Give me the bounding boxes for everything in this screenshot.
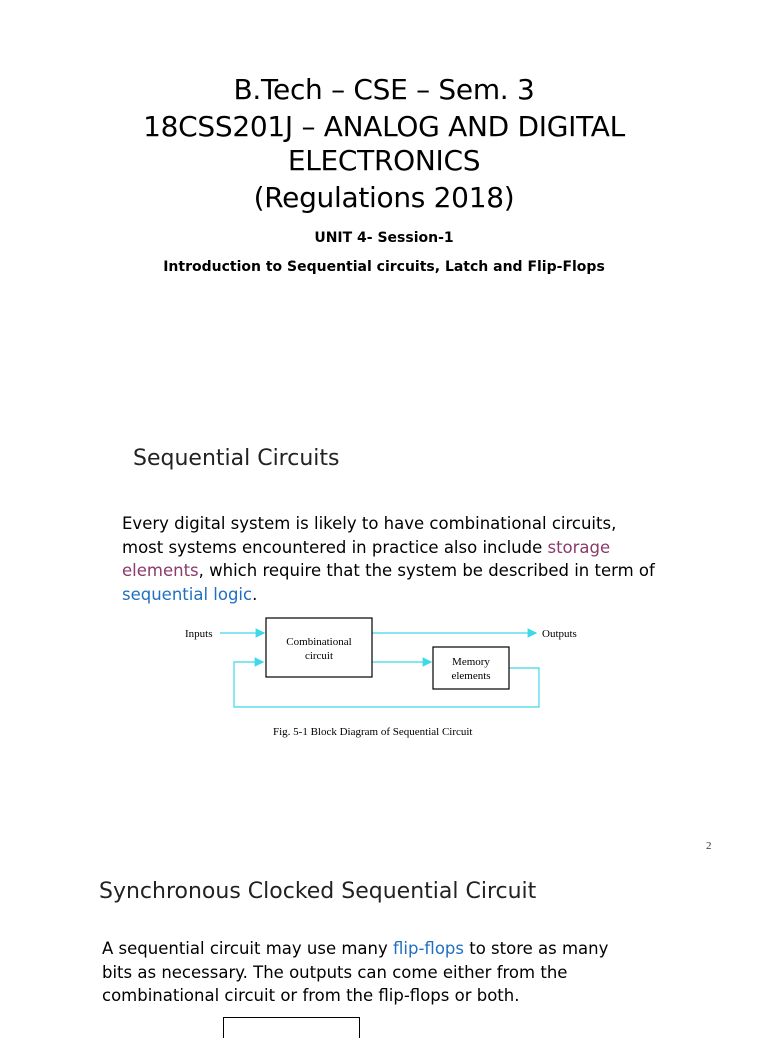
unit-label: UNIT 4- Session-1 xyxy=(314,230,454,246)
topic-label: Introduction to Sequential circuits, Latch and Flip-Flops xyxy=(163,259,605,275)
para-text: , which require that the system be described in term of xyxy=(198,561,655,580)
memory-label-1: Memory xyxy=(452,656,490,668)
para-text: Every digital system is likely to have combinational circuits, most systems encountered in practice also include xyxy=(122,514,617,557)
para-text: A sequential circuit may use many xyxy=(102,939,394,958)
diagram-block-partial xyxy=(223,1017,360,1038)
title-line-3: ELECTRONICS xyxy=(287,144,481,177)
section-heading-synchronous: Synchronous Clocked Sequential Circuit xyxy=(99,879,537,904)
figure-caption: Fig. 5-1 Block Diagram of Sequential Circuit xyxy=(273,726,473,738)
sequential-block-diagram xyxy=(0,600,768,750)
sequential-logic-term: sequential logic xyxy=(122,584,253,604)
storage-elements-term: storage elements xyxy=(122,537,611,580)
combinational-label-2: circuit xyxy=(304,650,334,662)
page-number: 2 xyxy=(706,840,712,852)
flip-flops-term: flip-flops xyxy=(393,939,464,958)
memory-elements-block xyxy=(433,647,509,689)
outputs-label: Outputs xyxy=(542,628,577,640)
memory-label-2: elements xyxy=(451,670,491,682)
synchronous-paragraph xyxy=(102,937,642,1008)
para-text: . xyxy=(252,584,258,604)
sequential-paragraph xyxy=(122,512,662,606)
combinational-label-1: Combinational xyxy=(286,636,352,648)
inputs-label: Inputs xyxy=(185,628,213,640)
title-line-2: 18CSS201J – ANALOG AND DIGITAL xyxy=(143,110,625,143)
title-line-4: (Regulations 2018) xyxy=(253,181,515,214)
para-text: to store as many bits as necessary. The outputs can come either from the combinational circuit or from the flip-flops or both. xyxy=(102,939,609,1005)
title-line-1: B.Tech – CSE – Sem. 3 xyxy=(233,73,535,106)
section-heading-sequential: Sequential Circuits xyxy=(133,446,340,471)
